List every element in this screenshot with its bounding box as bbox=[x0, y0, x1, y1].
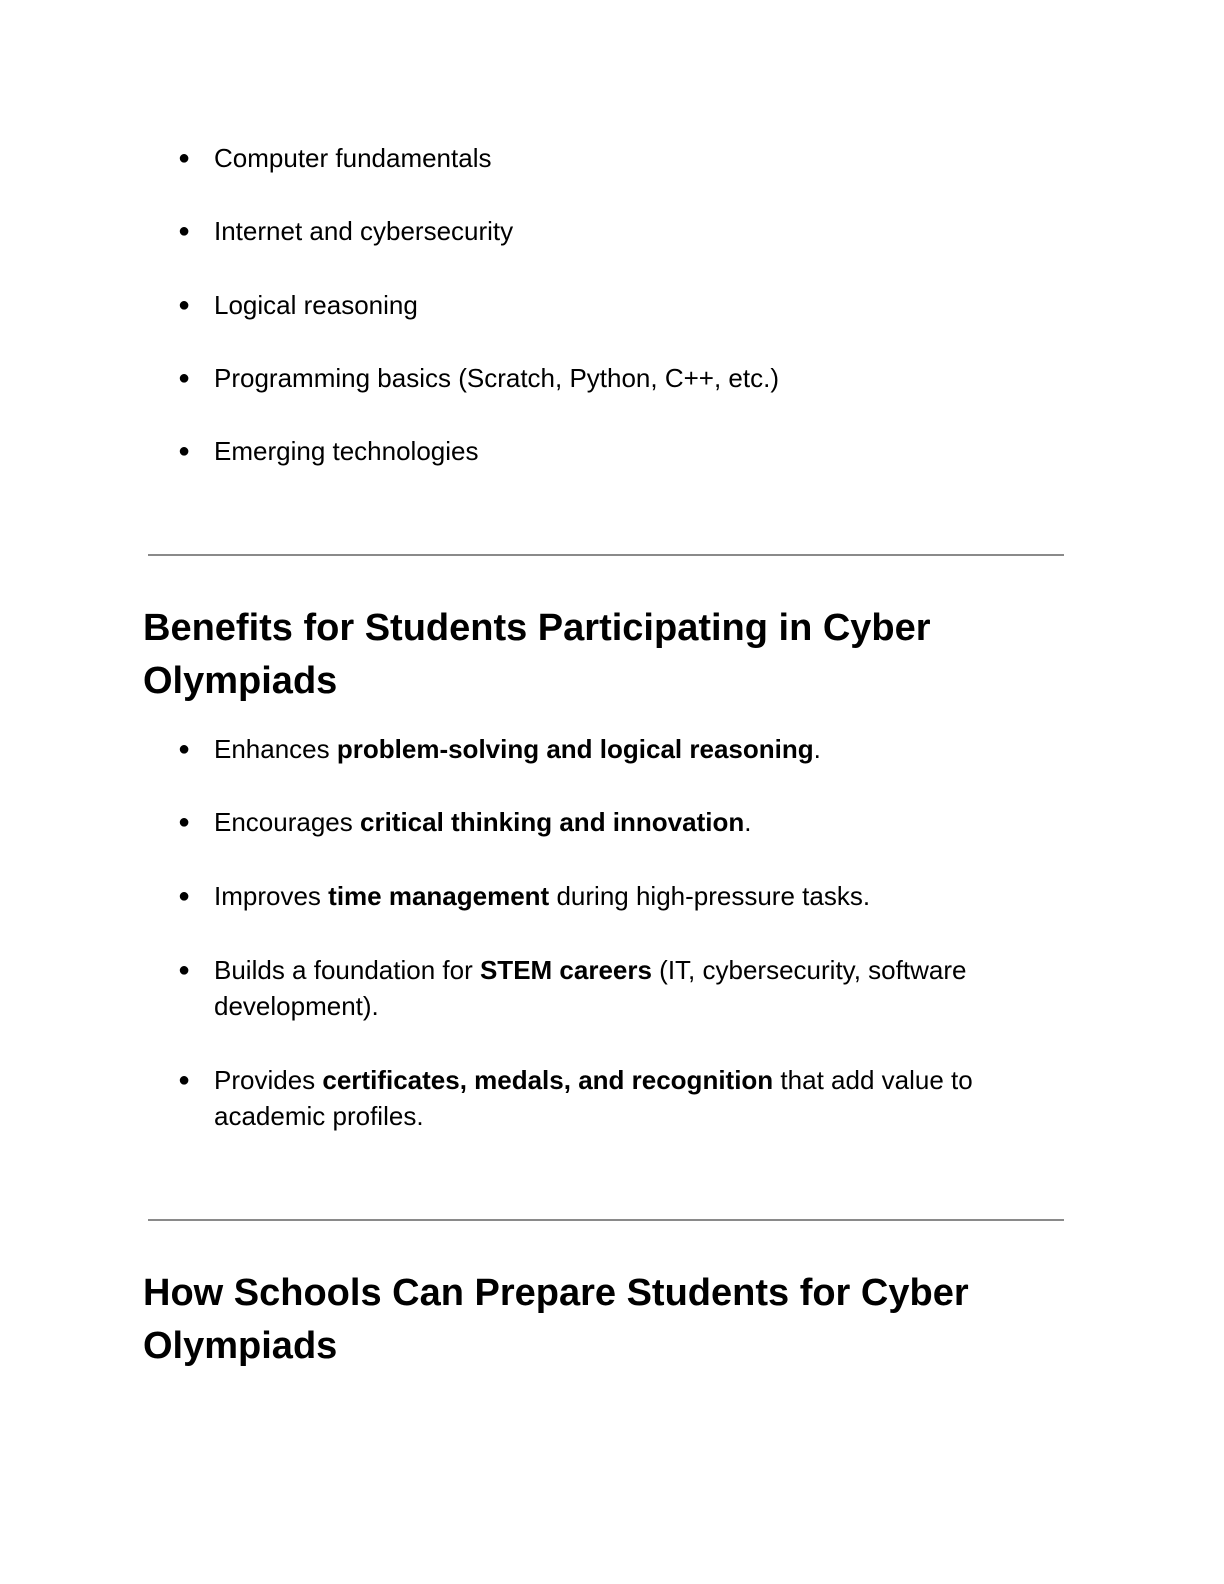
list-item bbox=[178, 952, 1038, 1024]
bullet-icon: ● bbox=[178, 294, 191, 316]
list-item bbox=[178, 213, 1038, 249]
schools-heading: How Schools Can Prepare Students for Cyber Olympiads bbox=[143, 1272, 969, 1367]
bullet-icon: ● bbox=[178, 885, 191, 907]
list-item-text: Programming basics (Scratch, Python, C++, etc.) bbox=[214, 363, 779, 393]
list-item-text: Enhances problem-solving and logical reasoning. bbox=[214, 734, 821, 764]
bullet-icon: ● bbox=[178, 811, 191, 833]
list-item-text: Improves time management during high-pressure tasks. bbox=[214, 881, 871, 911]
emphasis: problem-solving and logical reasoning bbox=[336, 734, 814, 764]
emphasis: time management bbox=[328, 881, 550, 911]
list-item bbox=[178, 731, 1038, 767]
list-item bbox=[178, 140, 1038, 176]
emphasis: certificates, medals, and recognition bbox=[322, 1065, 774, 1095]
emphasis: critical thinking and innovation bbox=[359, 807, 745, 837]
emphasis: STEM careers bbox=[479, 955, 652, 985]
list-item bbox=[178, 360, 1038, 396]
bullet-icon: ● bbox=[178, 959, 191, 981]
benefits-heading: Benefits for Students Participating in Cyber Olympiads bbox=[143, 607, 931, 702]
list-item-text: Builds a foundation for STEM careers (IT, cybersecurity, software development). bbox=[214, 955, 967, 1021]
list-item bbox=[178, 287, 1038, 323]
list-item-text: Computer fundamentals bbox=[214, 143, 492, 173]
list-item-text: Encourages critical thinking and innovation. bbox=[214, 807, 752, 837]
bullet-icon: ● bbox=[178, 738, 191, 760]
list-item bbox=[178, 878, 1038, 914]
bullet-icon: ● bbox=[178, 147, 191, 169]
bullet-icon: ● bbox=[178, 367, 191, 389]
list-item-text: Provides certificates, medals, and recognition that add value to academic profiles. bbox=[214, 1065, 973, 1131]
bullet-icon: ● bbox=[178, 440, 191, 462]
list-item-text: Emerging technologies bbox=[214, 436, 479, 466]
list-item bbox=[178, 804, 1038, 840]
list-item-text: Internet and cybersecurity bbox=[214, 216, 514, 246]
section-divider bbox=[148, 554, 1064, 556]
bullet-icon: ● bbox=[178, 1069, 191, 1091]
section-divider bbox=[148, 1219, 1064, 1221]
bullet-icon: ● bbox=[178, 220, 191, 242]
list-item bbox=[178, 1062, 1038, 1134]
list-item bbox=[178, 433, 1038, 469]
list-item-text: Logical reasoning bbox=[214, 290, 418, 320]
